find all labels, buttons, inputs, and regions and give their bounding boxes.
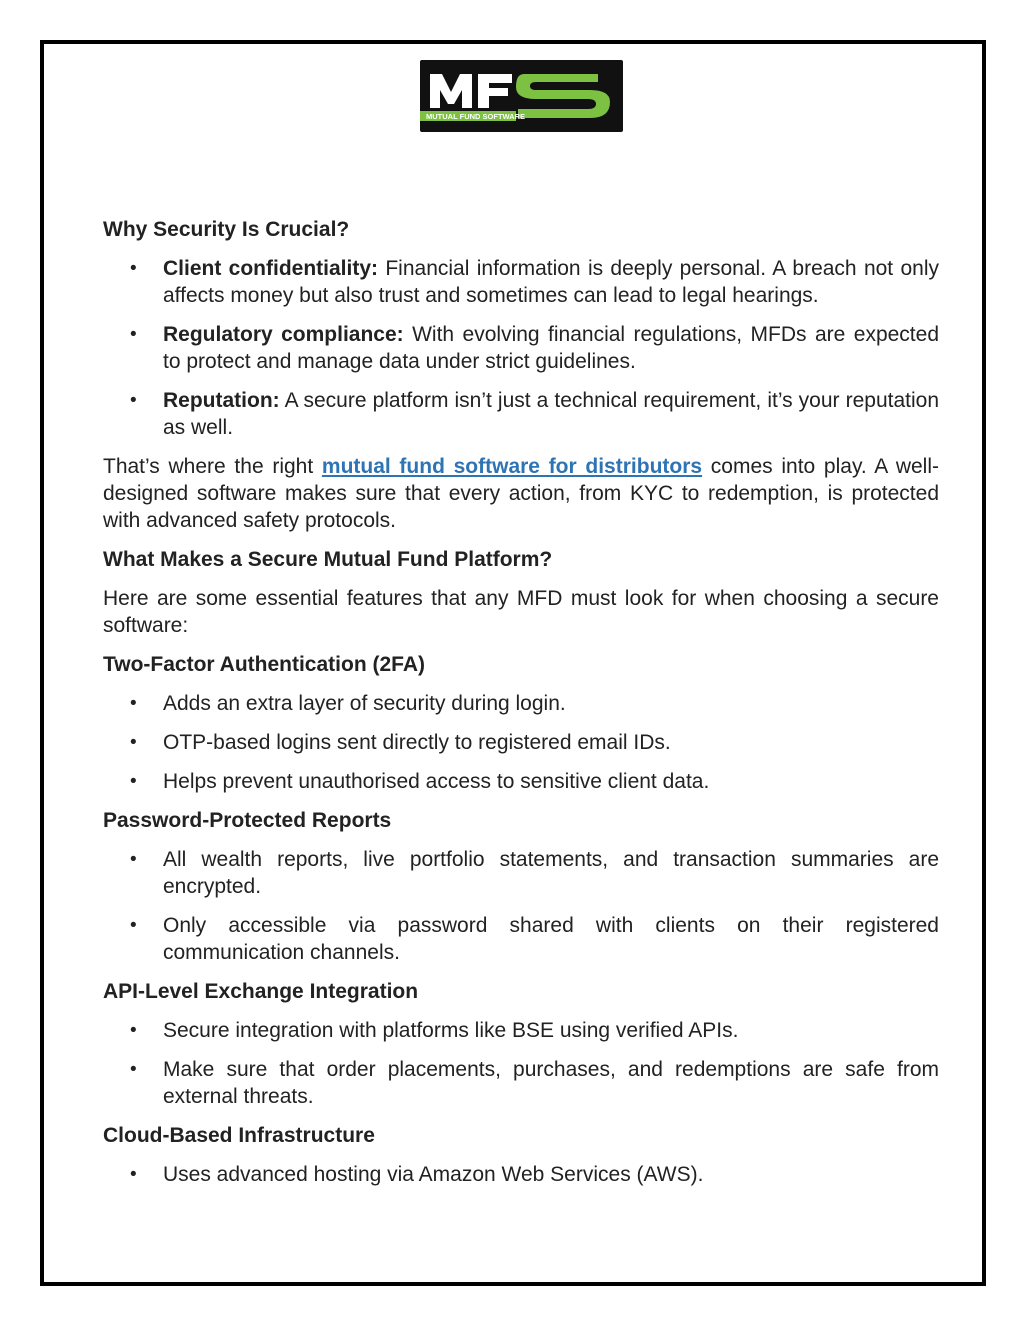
two-factor-heading: Two-Factor Authentication (2FA) xyxy=(103,653,425,676)
mfs-logo-graphic xyxy=(420,60,623,132)
cloud-infrastructure-heading: Cloud-Based Infrastructure xyxy=(103,1124,375,1147)
cloud-infrastructure-list xyxy=(103,1161,939,1188)
api-integration-heading: API-Level Exchange Integration xyxy=(103,980,419,1003)
list-item: • OTP-based logins sent directly to registered email IDs. xyxy=(103,729,939,756)
password-reports-heading: Password-Protected Reports xyxy=(103,809,392,832)
password-reports-list xyxy=(103,846,939,966)
two-factor-list xyxy=(103,690,939,795)
why-security-list xyxy=(103,255,939,441)
list-item: • Only accessible via password shared with clients on their registered communication channels. xyxy=(103,912,939,966)
logo-tagline: MUTUAL FUND SOFTWARE xyxy=(426,112,526,121)
list-item: • Regulatory compliance: With evolving financial regulations, MFDs are expected to protect and manage data under strict guidelines. xyxy=(103,321,939,375)
why-security-heading: Why Security Is Crucial? xyxy=(103,218,350,241)
mfs-logo xyxy=(420,60,623,132)
document-body xyxy=(103,216,939,1188)
list-item: • Secure integration with platforms like BSE using verified APIs. xyxy=(103,1017,939,1044)
api-integration-list xyxy=(103,1017,939,1110)
intro-paragraph: That’s where the right mutual fund software for distributors comes into play. A well-designed software makes sure that every action, from KYC to redemption, is protected with advanced safety protocols. xyxy=(103,455,939,532)
list-item: • Make sure that order placements, purchases, and redemptions are safe from external threats. xyxy=(103,1056,939,1110)
secure-platform-heading: What Makes a Secure Mutual Fund Platform? xyxy=(103,548,553,571)
features-intro-paragraph: Here are some essential features that any MFD must look for when choosing a secure software: xyxy=(103,587,939,637)
list-item: • Client confidentiality: Financial information is deeply personal. A breach not only affects money but also trust and sometimes can lead to legal hearings. xyxy=(103,255,939,309)
list-item: • Reputation: A secure platform isn’t just a technical requirement, it’s your reputation as well. xyxy=(103,387,939,441)
list-item: • All wealth reports, live portfolio statements, and transaction summaries are encrypted. xyxy=(103,846,939,900)
list-item: • Uses advanced hosting via Amazon Web Services (AWS). xyxy=(103,1161,939,1188)
mutual-fund-software-link[interactable]: mutual fund software for distributors xyxy=(321,455,703,478)
list-item: • Adds an extra layer of security during login. xyxy=(103,690,939,717)
list-item: • Helps prevent unauthorised access to sensitive client data. xyxy=(103,768,939,795)
